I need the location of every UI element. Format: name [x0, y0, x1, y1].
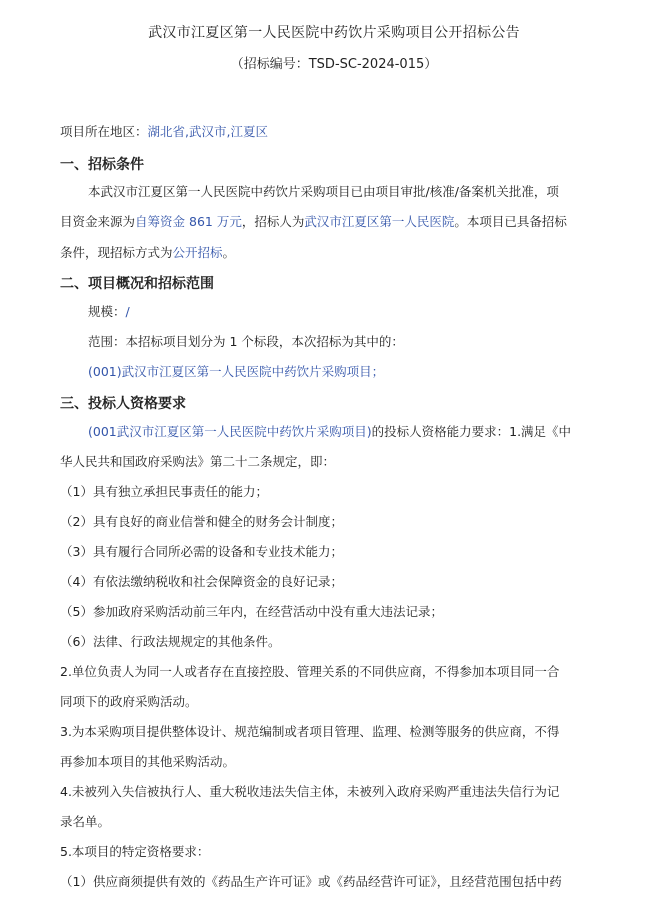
region-label: 项目所在地区： [60, 124, 148, 139]
section-2-heading: 二、项目概况和招标范围 [60, 276, 214, 292]
scale-label: 规模： [88, 304, 126, 319]
section-1-line-1: 本武汉市江夏区第一人民医院中药饮片采购项目已由项目审批/核准/备案机关批准，项 [88, 184, 559, 199]
fund-source: 自筹资金 861 万元 [135, 214, 242, 229]
requirement-2-line-2: 同项下的政府采购活动。 [60, 694, 198, 709]
section-3-heading: 三、投标人资格要求 [60, 396, 186, 412]
scale-value: / [125, 304, 130, 319]
bid-number [0, 53, 668, 72]
fund-label: 目资金来源为 [60, 214, 136, 229]
qualification-item: （1）具有独立承担民事责任的能力； [60, 484, 268, 499]
requirement-2-line-1: 2.单位负责人为同一人或者存在直接控股、管理关系的不同供应商，不得参加本项目同一合 [60, 664, 560, 679]
qualification-intro-line-1 [88, 423, 571, 441]
qualification-lot: (001武汉市江夏区第一人民医院中药饮片采购项目) [88, 424, 372, 439]
requirement-4-line-2: 录名单。 [60, 814, 111, 829]
qualification-intro-line-2: 华人民共和国政府采购法》第二十二条规定，即： [60, 454, 336, 469]
qualification-item: （5）参加政府采购活动前三年内，在经营活动中没有重大违法记录； [60, 604, 443, 619]
requirement-3-line-2: 再参加本项目的其他采购活动。 [60, 754, 236, 769]
tender-method: 公开招标 [172, 245, 223, 260]
scale-line [88, 303, 130, 321]
section-1-line-2 [60, 213, 567, 231]
method-label: 条件，现招标方式为 [60, 245, 173, 260]
period-text: 。 [222, 245, 236, 260]
tenderer-label: ，招标人为 [241, 214, 305, 229]
requirement-3-line-1: 3.为本采购项目提供整体设计、规范编制或者项目管理、监理、检测等服务的供应商，不得 [60, 724, 560, 739]
qualification-intro-rest: 的投标人资格能力要求：1.满足《中 [371, 424, 572, 439]
project-region [60, 123, 268, 141]
qualification-item: （2）具有良好的商业信誉和健全的财务会计制度； [60, 514, 343, 529]
tenderer: 武汉市江夏区第一人民医院 [304, 214, 455, 229]
bid-number-value: TSD-SC-2024-015 [308, 57, 425, 72]
section-1-heading: 一、招标条件 [60, 157, 144, 173]
bid-number-prefix: （招标编号： [230, 57, 309, 72]
document-title: 武汉市江夏区第一人民医院中药饮片采购项目公开招标公告 [148, 25, 520, 41]
requirement-5: 5.本项目的特定资格要求： [60, 844, 210, 859]
requirement-4-line-1: 4.未被列入失信被执行人、重大税收违法失信主体，未被列入政府采购严重违法失信行为记 [60, 784, 560, 799]
region-value: 湖北省,武汉市,江夏区 [147, 124, 268, 139]
qualification-item: （3）具有履行合同所必需的设备和专业技术能力； [60, 544, 343, 559]
lot-line: (001)武汉市江夏区第一人民医院中药饮片采购项目； [88, 364, 385, 379]
scope-line: 范围：本招标项目划分为 1 个标段，本次招标为其中的： [88, 334, 404, 349]
section-1-line-3 [60, 244, 235, 262]
qualification-item: （6）法律、行政法规规定的其他条件。 [60, 634, 281, 649]
requirement-5-item-1: （1）供应商须提供有效的《药品生产许可证》或《药品经营许可证》，且经营范围包括中药 [60, 874, 562, 889]
bid-number-suffix: ） [424, 57, 438, 72]
ready-text: 。本项目已具备招标 [454, 214, 567, 229]
qualification-item: （4）有依法缴纳税收和社会保障资金的良好记录； [60, 574, 343, 589]
